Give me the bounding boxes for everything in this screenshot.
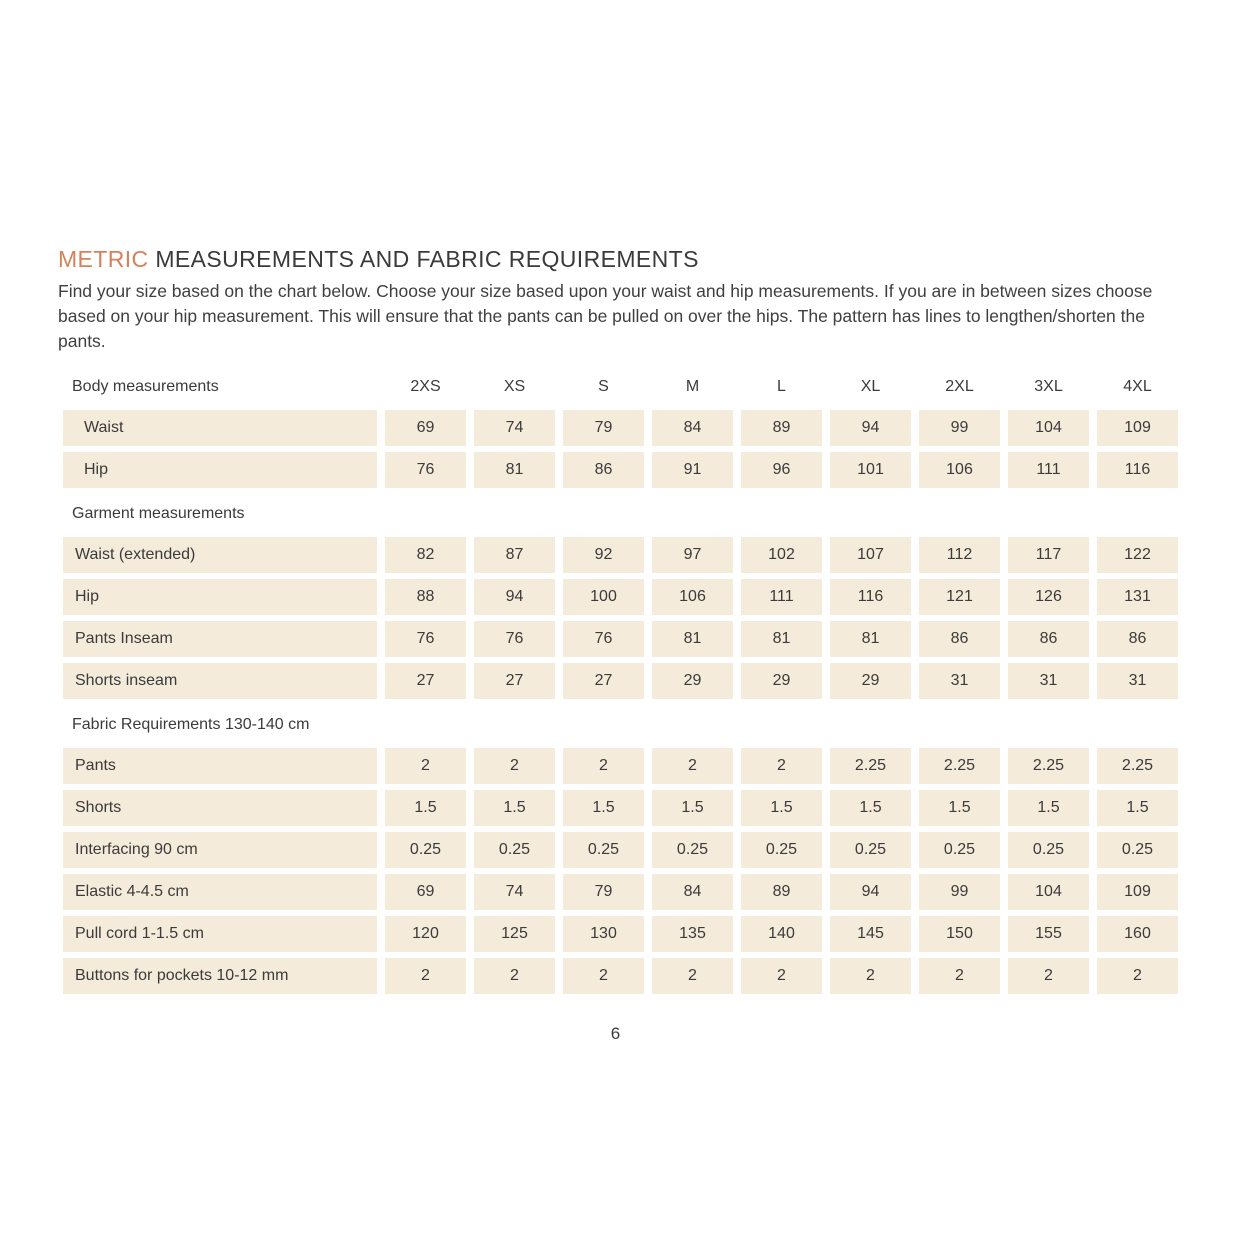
value-cell: 86: [1008, 621, 1089, 657]
table-section-header: [63, 372, 1178, 402]
value-cell: 69: [385, 410, 466, 446]
value-cell: 121: [919, 579, 1000, 615]
page-title-highlight: METRIC: [58, 246, 149, 272]
value-cell: 116: [830, 579, 911, 615]
value-cell: 2: [652, 748, 733, 784]
value-cell: 1.5: [652, 790, 733, 826]
value-cell: 0.25: [741, 832, 822, 868]
size-column-header: 2XS: [410, 378, 441, 395]
value-cell: 125: [474, 916, 555, 952]
value-cell: 0.25: [919, 832, 1000, 868]
value-cell: 74: [474, 874, 555, 910]
value-cell: 1.5: [563, 790, 644, 826]
page-number: 6: [610, 1024, 621, 1043]
size-column-header: XL: [860, 378, 881, 395]
page-title-rest: MEASUREMENTS AND FABRIC REQUIREMENTS: [155, 246, 699, 272]
value-cell: 94: [830, 874, 911, 910]
value-cell: 87: [474, 537, 555, 573]
value-cell: 135: [652, 916, 733, 952]
value-cell: 106: [919, 452, 1000, 488]
table-row: [63, 748, 1178, 784]
value-cell: 1.5: [919, 790, 1000, 826]
value-cell: 0.25: [474, 832, 555, 868]
value-cell: 79: [563, 410, 644, 446]
value-cell: 2: [385, 958, 466, 994]
value-cell: 126: [1008, 579, 1089, 615]
value-cell: 2.25: [830, 748, 911, 784]
value-cell: 81: [741, 621, 822, 657]
table-row: [63, 537, 1178, 573]
size-table: [63, 372, 1178, 994]
value-cell: 2.25: [1097, 748, 1178, 784]
value-cell: 99: [919, 410, 1000, 446]
value-cell: 2: [652, 958, 733, 994]
value-cell: 1.5: [474, 790, 555, 826]
row-label: Waist (extended): [63, 537, 377, 573]
row-label: Pull cord 1-1.5 cm: [63, 916, 377, 952]
value-cell: 29: [652, 663, 733, 699]
value-cell: 111: [1008, 452, 1089, 488]
value-cell: 0.25: [385, 832, 466, 868]
value-cell: 2: [474, 748, 555, 784]
value-cell: 2: [741, 958, 822, 994]
value-cell: 0.25: [563, 832, 644, 868]
row-label: Waist: [63, 410, 377, 446]
value-cell: 0.25: [1097, 832, 1178, 868]
table-section-header: [63, 499, 1178, 529]
size-column-header: XS: [503, 378, 526, 395]
value-cell: 96: [741, 452, 822, 488]
value-cell: 99: [919, 874, 1000, 910]
value-cell: 74: [474, 410, 555, 446]
value-cell: 155: [1008, 916, 1089, 952]
row-label: Shorts inseam: [63, 663, 377, 699]
table-row: [63, 452, 1178, 488]
value-cell: 111: [741, 579, 822, 615]
value-cell: 2: [563, 748, 644, 784]
value-cell: 101: [830, 452, 911, 488]
value-cell: 145: [830, 916, 911, 952]
row-label: Shorts: [63, 790, 377, 826]
value-cell: 2: [1097, 958, 1178, 994]
page-title: [58, 246, 1178, 273]
value-cell: 2.25: [919, 748, 1000, 784]
table-row: [63, 874, 1178, 910]
section-title: Fabric Requirements 130-140 cm: [72, 716, 310, 733]
value-cell: 89: [741, 410, 822, 446]
table-row: [63, 579, 1178, 615]
value-cell: 86: [1097, 621, 1178, 657]
table-row: [63, 958, 1178, 994]
value-cell: 88: [385, 579, 466, 615]
size-column-header: 3XL: [1034, 378, 1063, 395]
value-cell: 0.25: [830, 832, 911, 868]
value-cell: 81: [830, 621, 911, 657]
value-cell: 1.5: [1097, 790, 1178, 826]
row-label: Interfacing 90 cm: [63, 832, 377, 868]
value-cell: 86: [563, 452, 644, 488]
size-column-header: 2XL: [945, 378, 974, 395]
value-cell: 150: [919, 916, 1000, 952]
value-cell: 2: [1008, 958, 1089, 994]
value-cell: 160: [1097, 916, 1178, 952]
value-cell: 2: [741, 748, 822, 784]
table-row: [63, 621, 1178, 657]
value-cell: 104: [1008, 874, 1089, 910]
table-row: [63, 832, 1178, 868]
value-cell: 102: [741, 537, 822, 573]
row-label: Buttons for pockets 10-12 mm: [63, 958, 377, 994]
size-column-header: 4XL: [1123, 378, 1152, 395]
value-cell: 31: [919, 663, 1000, 699]
value-cell: 2: [385, 748, 466, 784]
value-cell: 31: [1008, 663, 1089, 699]
value-cell: 2: [830, 958, 911, 994]
value-cell: 27: [474, 663, 555, 699]
table-row: [63, 410, 1178, 446]
value-cell: 117: [1008, 537, 1089, 573]
table-row: [63, 916, 1178, 952]
value-cell: 2: [563, 958, 644, 994]
value-cell: 2: [474, 958, 555, 994]
value-cell: 2.25: [1008, 748, 1089, 784]
value-cell: 84: [652, 874, 733, 910]
row-label: Elastic 4-4.5 cm: [63, 874, 377, 910]
table-section-header: [63, 710, 1178, 740]
value-cell: 1.5: [830, 790, 911, 826]
row-label: Hip: [63, 579, 377, 615]
value-cell: 27: [563, 663, 644, 699]
row-label: Pants: [63, 748, 377, 784]
value-cell: 2: [919, 958, 1000, 994]
value-cell: 92: [563, 537, 644, 573]
value-cell: 86: [919, 621, 1000, 657]
value-cell: 116: [1097, 452, 1178, 488]
size-column-header: L: [777, 378, 786, 395]
value-cell: 140: [741, 916, 822, 952]
value-cell: 106: [652, 579, 733, 615]
value-cell: 76: [385, 621, 466, 657]
value-cell: 131: [1097, 579, 1178, 615]
value-cell: 107: [830, 537, 911, 573]
value-cell: 84: [652, 410, 733, 446]
value-cell: 81: [652, 621, 733, 657]
table-row: [63, 790, 1178, 826]
value-cell: 1.5: [1008, 790, 1089, 826]
value-cell: 81: [474, 452, 555, 488]
page-content: [58, 246, 1178, 1044]
value-cell: 0.25: [652, 832, 733, 868]
value-cell: 100: [563, 579, 644, 615]
value-cell: 122: [1097, 537, 1178, 573]
value-cell: 1.5: [741, 790, 822, 826]
value-cell: 1.5: [385, 790, 466, 826]
value-cell: 94: [474, 579, 555, 615]
value-cell: 76: [474, 621, 555, 657]
value-cell: 0.25: [1008, 832, 1089, 868]
value-cell: 29: [830, 663, 911, 699]
section-title: Body measurements: [72, 378, 219, 395]
value-cell: 109: [1097, 874, 1178, 910]
value-cell: 76: [563, 621, 644, 657]
value-cell: 27: [385, 663, 466, 699]
value-cell: 29: [741, 663, 822, 699]
value-cell: 31: [1097, 663, 1178, 699]
size-column-header: M: [685, 378, 700, 395]
size-column-header: S: [598, 378, 609, 395]
value-cell: 120: [385, 916, 466, 952]
value-cell: 89: [741, 874, 822, 910]
value-cell: 130: [563, 916, 644, 952]
value-cell: 104: [1008, 410, 1089, 446]
value-cell: 94: [830, 410, 911, 446]
table-row: [63, 663, 1178, 699]
intro-paragraph: Find your size based on the chart below. Choose your size based upon your waist and hip measurements. If you are in between sizes choose based on your hip measurement. This will ensure that the pants can be pulled on over the hips. The pattern has lines to lengthen/shorten the pants.: [58, 281, 1153, 351]
value-cell: 82: [385, 537, 466, 573]
value-cell: 79: [563, 874, 644, 910]
section-title: Garment measurements: [72, 505, 245, 522]
row-label: Pants Inseam: [63, 621, 377, 657]
value-cell: 109: [1097, 410, 1178, 446]
value-cell: 91: [652, 452, 733, 488]
value-cell: 112: [919, 537, 1000, 573]
value-cell: 97: [652, 537, 733, 573]
row-label: Hip: [63, 452, 377, 488]
value-cell: 76: [385, 452, 466, 488]
value-cell: 69: [385, 874, 466, 910]
